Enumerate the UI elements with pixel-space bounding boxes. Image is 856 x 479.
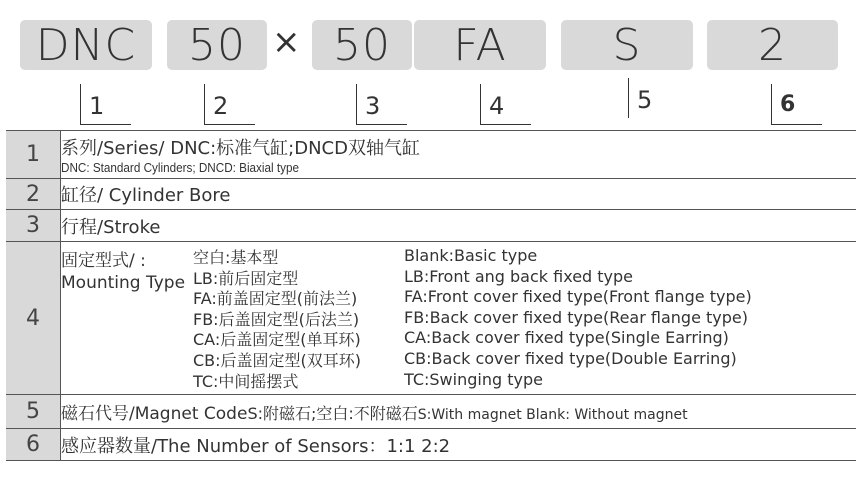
table-row <box>6 242 856 395</box>
list-item: FA:Front cover fixed type(Front flange type) <box>404 287 752 307</box>
list-item: 空白:基本型 <box>193 248 279 267</box>
list-item: CA:后盖固定型(单耳环) <box>193 330 361 350</box>
list-item: CB:Back cover fixed type(Double Earring) <box>404 348 737 368</box>
table-row <box>6 210 856 242</box>
stroke-text: 行程/Stroke <box>61 210 856 242</box>
list-item: CA:Back cover fixed type(Single Earring) <box>404 328 729 348</box>
list-item: TC:Swinging type <box>404 369 543 389</box>
list-item: LB:Front ang back fixed type <box>404 266 634 286</box>
bore-text: 缸径/ Cylinder Bore <box>61 179 856 210</box>
times-separator: × <box>272 22 301 62</box>
row-number: 3 <box>6 210 61 242</box>
position-marker-4: 4 <box>480 84 531 125</box>
list-item: TC:中间摇摆式 <box>193 371 299 391</box>
mounting-options-cn <box>193 248 361 392</box>
mounting-options-en <box>404 246 752 390</box>
code-part-stroke: 50 <box>312 20 412 70</box>
row-number: 5 <box>6 395 61 429</box>
code-part-series: DNC <box>20 20 152 70</box>
position-marker-6: 6 <box>771 84 822 125</box>
table-row <box>6 395 856 429</box>
list-item: FA:前盖固定型(前法兰) <box>193 289 358 309</box>
list-item: FB:Back cover fixed type(Rear flange type) <box>404 307 748 327</box>
code-part-magnet: S <box>561 20 693 70</box>
list-item: LB:前后固定型 <box>193 268 299 288</box>
position-marker-5: 5 <box>628 78 679 118</box>
table-row <box>6 131 856 179</box>
position-marker-3: 3 <box>356 84 407 125</box>
code-part-mounting: FA <box>414 20 546 70</box>
row-number: 2 <box>6 179 61 210</box>
spec-table <box>6 130 856 461</box>
position-marker-1: 1 <box>80 84 131 125</box>
list-item: CB:后盖固定型(双耳环) <box>193 350 362 370</box>
series-subtext: DNC: Standard Cylinders; DNCD: Biaxial type <box>61 160 299 175</box>
row-number: 4 <box>6 242 61 395</box>
sensors-text: 感应器数量/The Number of Sensors：1:1 2:2 <box>61 429 856 461</box>
code-part-bore: 50 <box>167 20 267 70</box>
row-number: 6 <box>6 429 61 461</box>
magnet-options-en: S:With magnet Blank: Without magnet <box>417 407 688 423</box>
position-marker-2: 2 <box>204 84 255 125</box>
code-part-sensors: 2 <box>707 20 838 70</box>
list-item: FB:后盖固定型(后法兰) <box>193 309 360 329</box>
series-text: 系列/Series/ DNC:标准气缸;DNCD双轴气缸 <box>61 138 420 159</box>
list-item: Blank:Basic type <box>404 246 538 265</box>
row-number: 1 <box>6 131 61 179</box>
mounting-label-en: Mounting Type <box>61 273 186 293</box>
magnet-options-cn: S:附磁石;空白:不附磁石 <box>247 404 418 423</box>
magnet-label: 磁石代号/Magnet Code <box>61 404 248 424</box>
table-row <box>6 429 856 461</box>
table-row <box>6 179 856 210</box>
mounting-label-cn: 固定型式/ : <box>61 251 146 271</box>
